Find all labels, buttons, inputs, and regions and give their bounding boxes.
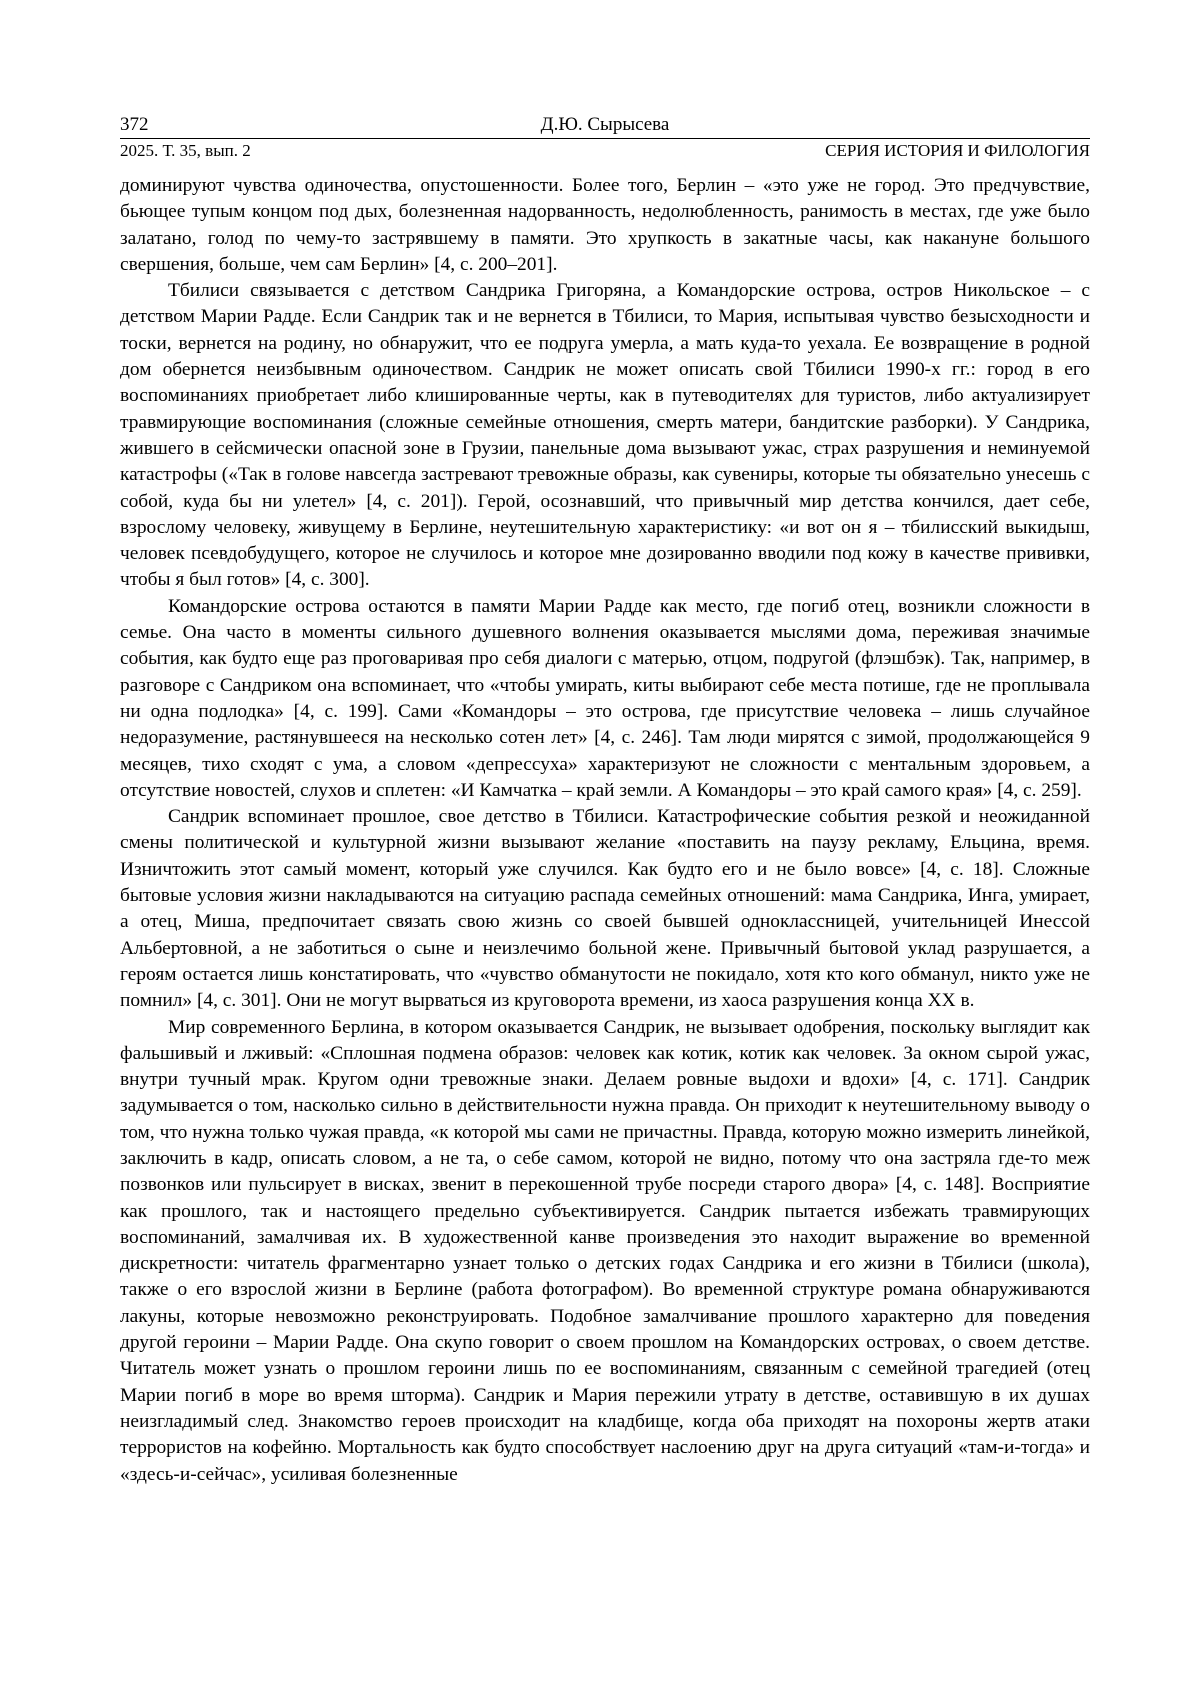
paragraph-3: Командорские острова остаются в памяти Марии Радде как место, где погиб отец, возникли сложности в семье. Она часто в моменты сильного душевного волнения оказывается мыслями дома, переживая значимые события, как будто еще раз проговаривая про себя диалоги с матерью, отцом, подругой (флэшбэк). Так, например, в разговоре с Сандриком она вспоминает, что «чтобы умирать, киты выбирают себе места потише, где не проплывала ни одна подлодка» [4, с. 199]. Сами «Командоры – это острова, где присутствие человека – лишь случайное недоразумение, растянувшееся на несколько сотен лет» [4, с. 246]. Там люди мирятся с зимой, продолжающейся 9 месяцев, тихо сходят с ума, а словом «депрессуха» характеризуют не сложности с ментальным здоровьем, а отсутствие новостей, слухов и сплетен: «И Камчатка – край земли. А Командоры – это край самого края» [4, с. 259]. (120, 594, 1090, 804)
paragraph-4: Сандрик вспоминает прошлое, свое детство в Тбилиси. Катастрофические события резкой и неожиданной смены политической и культурной жизни вызывают желание «поставить на паузу рекламу, Ельцина, время. Изничтожить этот самый момент, который уже случился. Как будто его и не было вовсе» [4, с. 18]. Сложные бытовые условия жизни накладываются на ситуацию распада семейных отношений: мама Сандрика, Инга, умирает, а отец, Миша, предпочитает связать свою жизнь со своей бывшей одноклассницей, учительницей Инессой Альбертовной, а не заботиться о сыне и неизлечимо больной жене. Привычный бытовой уклад разрушается, а героям остается лишь констатировать, что «чувство обманутости не покидало, хотя кто кого обманул, никто уже не помнил» [4, с. 301]. Они не могут вырваться из круговорота времени, из хаоса разрушения конца XX в. (120, 804, 1090, 1014)
journal-page (120, 113, 1090, 1488)
running-header (120, 113, 1090, 137)
journal-issue: 2025. Т. 35, вып. 2 (120, 139, 251, 163)
paragraph-1: доминируют чувства одиночества, опустошенности. Более того, Берлин – «это уже не город. Это предчувствие, бьющее тупым концом под дых, болезненная надорванность, недолюбленность, ранимость в местах, где уже было залатано, голод по чему-то застрявшему в памяти. Это хрупкость в закатные часы, как накануне большого свершения, больше, чем сам Берлин» [4, с. 200–201]. (120, 173, 1090, 278)
page-number: 372 (120, 113, 149, 137)
author-name: Д.Ю. Сырысева (120, 113, 1090, 137)
article-body (120, 173, 1090, 1488)
journal-series: СЕРИЯ ИСТОРИЯ И ФИЛОЛОГИЯ (825, 139, 1090, 163)
paragraph-5: Мир современного Берлина, в котором оказывается Сандрик, не вызывает одобрения, поскольку выглядит как фальшивый и лживый: «Сплошная подмена образов: человек как котик, котик как человек. За окном сырой ужас, внутри тучный мрак. Кругом одни тревожные знаки. Делаем ровные выдохи и вдохи» [4, с. 171]. Сандрик задумывается о том, насколько сильно в действительности нужна правда. Он приходит к неутешительному выводу о том, что нужна только чужая правда, «к которой мы сами не причастны. Правда, которую можно измерить линейкой, заключить в кадр, описать словом, а не та, о себе самом, которой не видно, потому что она застряла где-то меж позвонков или пульсирует в висках, звенит в перекошенной трубе посреди старого двора» [4, с. 148]. Восприятие как прошлого, так и настоящего предельно субъективируется. Сандрик пытается избежать травмирующих воспоминаний, замалчивая их. В художественной канве произведения это находит выражение во временной дискретности: читатель фрагментарно узнает только о детских годах Сандрика и его жизни в Тбилиси (школа), также о его взрослой жизни в Берлине (работа фотографом). Во временной структуре романа обнаруживаются лакуны, которые невозможно реконструировать. Подобное замалчивание прошлого характерно для поведения другой героини – Марии Радде. Она скупо говорит о своем прошлом на Командорских островах, о своем детстве. Читатель может узнать о прошлом героини лишь по ее воспоминаниям, связанным с семейной трагедией (отец Марии погиб в море во время шторма). Сандрик и Мария пережили утрату в детстве, оставившую в их душах неизгладимый след. Знакомство героев происходит на кладбище, когда оба приходят на похороны жертв атаки террористов на кофейню. Мортальность как будто способствует наслоению друг на друга ситуаций «там-и-тогда» и «здесь-и-сейчас», усиливая болезненные (120, 1015, 1090, 1488)
journal-info-row (120, 139, 1090, 163)
paragraph-2: Тбилиси связывается с детством Сандрика Григоряна, а Командорские острова, остров Никольское – с детством Марии Радде. Если Сандрик так и не вернется в Тбилиси, то Мария, испытывая чувство безысходности и тоски, вернется на родину, но обнаружит, что ее подруга умерла, а мать куда-то уехала. Ее возвращение в родной дом обернется неизбывным одиночеством. Сандрик не может описать свой Тбилиси 1990-х гг.: город в его воспоминаниях приобретает либо клишированные черты, как в путеводителях для туристов, либо актуализирует травмирующие воспоминания (сложные семейные отношения, смерть матери, бандитские разборки). У Сандрика, жившего в сейсмически опасной зоне в Грузии, панельные дома вызывают ужас, страх разрушения и неминуемой катастрофы («Так в голове навсегда застревают тревожные образы, как сувениры, которые ты обязательно унесешь с собой, куда бы ни улетел» [4, с. 201]). Герой, осознавший, что привычный мир детства кончился, дает себе, взрослому человеку, живущему в Берлине, неутешительную характеристику: «и вот он я – тбилисский выкидыш, человек псевдобудущего, которое не случилось и которое мне дозированно вводили под кожу в качестве прививки, чтобы я был готов» [4, с. 300]. (120, 278, 1090, 594)
